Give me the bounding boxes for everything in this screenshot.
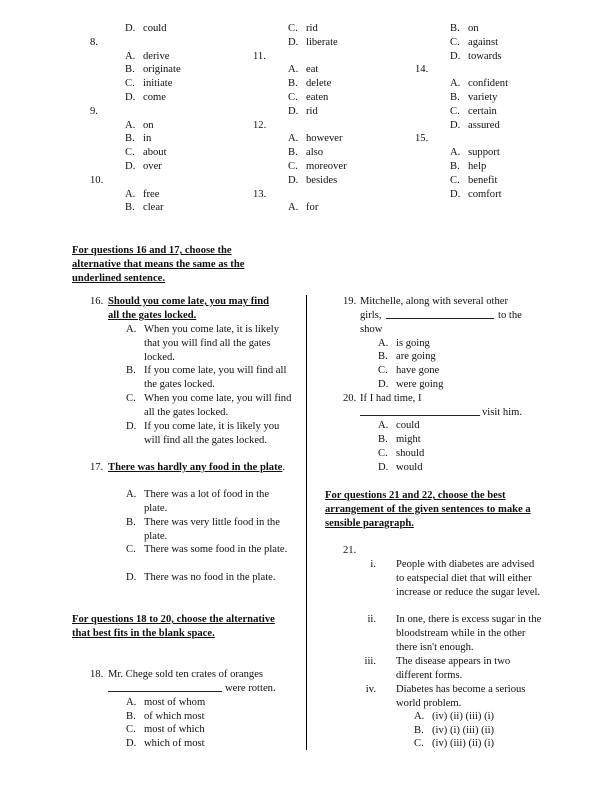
question-number: 8. — [90, 36, 98, 48]
option-letter: C. — [126, 724, 136, 735]
option-text: There was no food in the plate. — [144, 572, 276, 583]
answer-option — [90, 132, 260, 146]
top-column-1 — [90, 22, 260, 215]
answer-option — [415, 160, 585, 174]
option-text: benefit — [468, 174, 498, 186]
question-number: 16. — [90, 296, 104, 307]
option-text: initiate — [143, 78, 173, 90]
question-stem-underlined: There was hardly any food in the plate — [108, 462, 283, 473]
option-letter: D. — [125, 23, 136, 34]
question-number: 13. — [253, 188, 267, 200]
option-letter: D. — [378, 379, 389, 390]
option-text: variety — [468, 91, 498, 103]
answer-option — [415, 50, 585, 64]
option-letter: D. — [450, 119, 461, 131]
answer-option — [90, 160, 260, 174]
option-letter: D. — [126, 738, 137, 749]
option-letter: C. — [378, 448, 388, 459]
answer-option — [90, 22, 260, 36]
answer-option — [415, 105, 585, 119]
option-text: derive — [143, 50, 170, 62]
option-text: come — [143, 91, 166, 103]
option-text: moreover — [306, 160, 347, 172]
option-letter: A. — [288, 133, 299, 145]
option-letter: C. — [450, 174, 460, 186]
option-letter: C. — [126, 544, 136, 555]
answer-option — [253, 160, 413, 174]
option-letter: C. — [288, 91, 298, 103]
section-16-17-heading: For questions 16 and 17, choose the alternative that means the same as the underlined sentence. — [72, 245, 245, 284]
option-letter: A. — [125, 188, 136, 200]
answer-option — [253, 105, 413, 119]
answer-option — [90, 50, 260, 64]
option-text: however — [306, 133, 343, 145]
question-number: 15. — [415, 133, 429, 145]
sentence-numeral: i. — [370, 559, 376, 570]
answer-option — [90, 63, 260, 77]
option-letter: C. — [450, 105, 460, 117]
option-text: When you come late, you will find all the gates locked. — [144, 393, 292, 418]
option-text: on — [143, 119, 154, 131]
option-text: There was some food in the plate. — [144, 544, 288, 555]
question-stem — [108, 461, 288, 475]
option-letter: D. — [450, 50, 461, 62]
option-letter: D. — [126, 421, 137, 432]
option-letter: B. — [378, 434, 388, 445]
option-letter: C. — [288, 160, 298, 172]
option-text: comfort — [468, 188, 502, 200]
option-letter: C. — [126, 393, 136, 404]
option-text: (iv) (iii) (ii) (i) — [432, 738, 495, 749]
section-18-20-heading: For questions 18 to 20, choose the alternative that best fits in the blank space. — [72, 614, 275, 639]
option-letter: C. — [450, 36, 460, 48]
option-letter: A. — [450, 147, 461, 159]
sentence-text: Diabetes has become a serious world problem. — [396, 684, 526, 709]
option-letter: B. — [450, 23, 460, 34]
option-letter: B. — [288, 147, 298, 159]
option-text: rid — [306, 23, 318, 34]
answer-option — [415, 91, 585, 105]
option-letter: D. — [288, 174, 299, 186]
option-letter: A. — [288, 202, 299, 214]
option-letter: A. — [378, 338, 389, 349]
option-letter: D. — [126, 572, 137, 583]
option-text: If you come late, you will find all the gates locked. — [144, 365, 287, 390]
option-text: delete — [306, 78, 332, 90]
option-text: should — [396, 448, 425, 459]
option-letter: B. — [414, 725, 424, 736]
answer-option — [90, 146, 260, 160]
option-text: on — [468, 23, 479, 34]
option-letter: C. — [288, 23, 298, 34]
option-text: have gone — [396, 365, 440, 376]
option-text: would — [396, 462, 423, 473]
option-text: of which most — [144, 711, 205, 722]
answer-option — [253, 22, 413, 36]
option-letter: C. — [378, 365, 388, 376]
option-letter: B. — [450, 160, 460, 172]
option-letter: D. — [450, 188, 461, 200]
option-text: which of most — [144, 738, 205, 749]
option-letter: B. — [288, 78, 298, 90]
question-stem-tail: . — [282, 462, 285, 473]
option-letter: A. — [125, 119, 136, 131]
option-letter: D. — [378, 462, 389, 473]
answer-option — [90, 77, 260, 91]
option-text: confident — [468, 78, 509, 90]
answer-option — [90, 188, 260, 202]
option-text: If you come late, it is likely you will find all the gates locked. — [144, 421, 280, 446]
option-text: also — [306, 147, 324, 159]
question-number: 11. — [253, 50, 266, 62]
question-stem: Should you come late, you may find all the gates locked. — [108, 296, 269, 321]
answer-option — [415, 188, 585, 202]
option-letter: A. — [126, 489, 137, 500]
option-letter: A. — [450, 78, 461, 90]
option-text: When you come late, it is likely that you will find all the gates locked. — [144, 324, 280, 363]
option-text: most of which — [144, 724, 205, 735]
option-text: free — [143, 188, 160, 200]
section-21-22-heading: For questions 21 and 22, choose the best arrangement of the given sentences to make a sensible paragraph. — [325, 490, 531, 529]
option-letter: B. — [126, 517, 136, 528]
answer-blank[interactable] — [386, 309, 494, 324]
option-text: There was very little food in the plate. — [144, 517, 280, 542]
answer-option — [90, 119, 260, 133]
option-text: is going — [396, 338, 430, 349]
option-text: might — [396, 434, 421, 445]
option-letter: B. — [125, 133, 135, 145]
option-text: certain — [468, 105, 497, 117]
option-text: originate — [143, 64, 181, 76]
answer-blank[interactable] — [108, 682, 222, 697]
option-text: (iv) (ii) (iii) (i) — [432, 711, 495, 722]
option-letter: B. — [450, 91, 460, 103]
answer-option — [253, 201, 413, 215]
answer-option — [415, 36, 585, 50]
question-stem-to: to the — [498, 310, 522, 321]
option-text: were going — [396, 379, 444, 390]
question-stem: If I had time, I — [360, 393, 422, 404]
sentence-text: The disease appears in two different forms. — [396, 656, 511, 681]
sentence-numeral: iv. — [365, 684, 376, 695]
answer-option — [415, 146, 585, 160]
answer-option — [253, 91, 413, 105]
question-number: 20. — [343, 393, 357, 404]
option-text: could — [143, 23, 167, 34]
option-text: support — [468, 147, 500, 159]
option-letter: C. — [125, 78, 135, 90]
option-text: against — [468, 36, 499, 48]
question-stem: Mitchelle, along with several other — [360, 296, 508, 307]
option-text: eaten — [306, 91, 329, 103]
option-letter: C. — [125, 147, 135, 159]
option-letter: A. — [414, 711, 425, 722]
question-number: 17. — [90, 462, 104, 473]
question-number: 12. — [253, 119, 267, 131]
option-text: for — [306, 202, 319, 214]
sentence-numeral: iii. — [364, 656, 376, 667]
answer-option — [415, 77, 585, 91]
sentence-text: In one, there is excess sugar in the bloodstream while in the other there isn't enough. — [396, 614, 542, 653]
answer-option — [90, 201, 260, 215]
option-text: besides — [306, 174, 338, 186]
answer-option — [415, 119, 585, 133]
option-letter: D. — [288, 105, 299, 117]
sentence-text: People with diabetes are advised to eatspecial diet that will either increase or reduce the sugar level. — [396, 559, 541, 598]
answer-option — [253, 132, 413, 146]
question-stem-end: show — [360, 324, 383, 335]
top-column-2 — [253, 22, 413, 215]
option-letter: B. — [125, 202, 135, 214]
option-letter: B. — [126, 711, 136, 722]
option-text: assured — [468, 119, 500, 131]
option-text: help — [468, 160, 487, 172]
column-divider — [306, 295, 307, 750]
question-stem-tail: visit him. — [482, 407, 523, 418]
answer-option — [253, 146, 413, 160]
option-text: rid — [306, 105, 318, 117]
option-letter: B. — [125, 64, 135, 76]
answer-option — [253, 63, 413, 77]
question-stem: Mr. Chege sold ten crates of oranges — [108, 669, 264, 680]
answer-option — [253, 36, 413, 50]
option-letter: A. — [378, 420, 389, 431]
option-letter: A. — [126, 324, 137, 335]
option-letter: B. — [126, 365, 136, 376]
question-stem-tail: were rotten. — [225, 683, 276, 694]
option-letter: C. — [414, 738, 424, 749]
option-text: eat — [306, 64, 319, 76]
option-text: most of whom — [144, 697, 206, 708]
question-number: 21. — [343, 545, 357, 556]
question-number: 10. — [90, 174, 104, 186]
option-text: (iv) (i) (iii) (ii) — [432, 725, 495, 736]
option-text: in — [143, 133, 152, 145]
answer-option — [253, 174, 413, 188]
question-stem-girls: girls, — [360, 310, 382, 321]
option-letter: A. — [126, 697, 137, 708]
option-text: are going — [396, 351, 436, 362]
answer-option — [415, 174, 585, 188]
option-letter: D. — [125, 160, 136, 172]
sentence-numeral: ii. — [367, 614, 376, 625]
option-text: could — [396, 420, 420, 431]
option-letter: A. — [125, 50, 136, 62]
option-letter: B. — [378, 351, 388, 362]
question-number: 19. — [343, 296, 357, 307]
option-letter: D. — [288, 36, 299, 48]
option-text: There was a lot of food in the plate. — [144, 489, 270, 514]
option-text: liberate — [306, 36, 338, 48]
answer-option — [90, 91, 260, 105]
question-number: 14. — [415, 64, 429, 76]
option-text: towards — [468, 50, 502, 62]
answer-option — [253, 77, 413, 91]
top-column-3 — [415, 22, 585, 201]
option-text: about — [143, 147, 167, 159]
option-text: clear — [143, 202, 164, 214]
option-letter: A. — [288, 64, 299, 76]
option-text: over — [143, 160, 162, 172]
question-number: 9. — [90, 105, 98, 117]
question-number: 18. — [90, 669, 104, 680]
answer-option — [415, 22, 585, 36]
option-letter: D. — [125, 91, 136, 103]
